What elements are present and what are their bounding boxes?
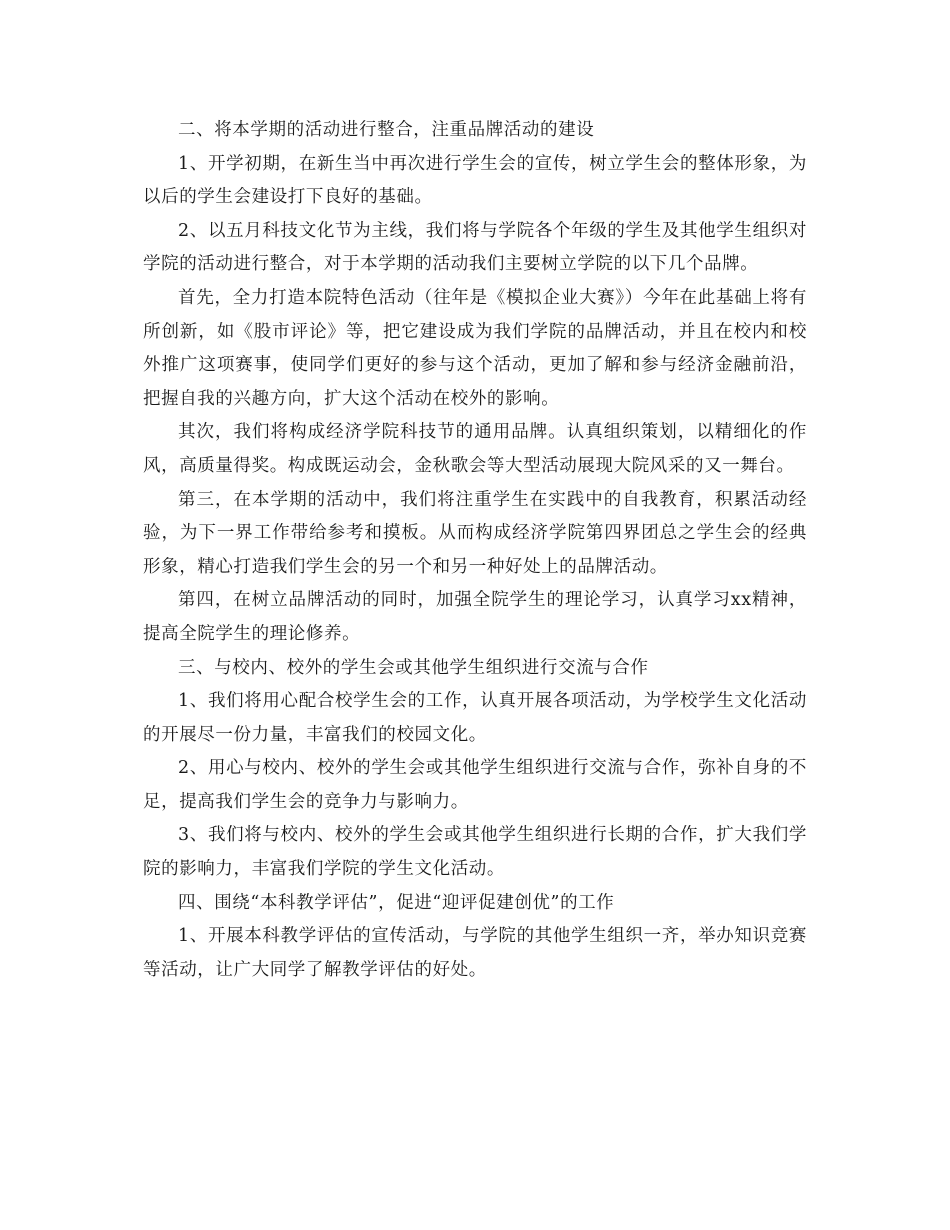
paragraph-2-2: 2、以五月科技文化节为主线，我们将与学院各个年级的学生及其他学生组织对学院的活动进行整合，对于本学期的活动我们主要树立学院的以下几个品牌。 (143, 220, 807, 275)
paragraph-third: 第三，在本学期的活动中，我们将注重学生在实践中的自我教育，积累活动经验，为下一界工作带给参考和摸板。从而构成经济学院第四界团总之学生会的经典形象，精心打造我们学生会的另一个和另一种好处上的品牌活动。 (143, 489, 807, 577)
paragraph-3-3: 3、我们将与校内、校外的学生会或其他学生组织进行长期的合作，扩大我们学院的影响力，丰富我们学院的学生文化活动。 (143, 825, 807, 880)
section-heading-2: 二、将本学期的活动进行整合，注重品牌活动的建设 (178, 120, 595, 140)
paragraph-fourth: 第四，在树立品牌活动的同时，加强全院学生的理论学习，认真学习xx精神，提高全院学生的理论修养。 (143, 590, 807, 644)
paragraph-3-1: 1、我们将用心配合校学生会的工作，认真开展各项活动，为学校学生文化活动的开展尽一份力量，丰富我们的校园文化。 (143, 691, 807, 745)
paragraph-4-1: 1、开展本科教学评估的宣传活动，与学院的其他学生组织一齐，举办知识竞赛等活动，让广大同学了解教学评估的好处。 (143, 926, 807, 980)
paragraph-3-2: 2、用心与校内、校外的学生会或其他学生组织进行交流与合作，弥补自身的不足，提高我们学生会的竞争力与影响力。 (143, 758, 807, 812)
section-heading-4: 四、围绕“本科教学评估”，促进“迎评促建创优”的工作 (178, 892, 615, 913)
document-body (143, 114, 807, 987)
section-heading-3: 三、与校内、校外的学生会或其他学生组织进行交流与合作 (178, 657, 649, 678)
paragraph-second: 其次，我们将构成经济学院科技节的通用品牌。认真组织策划，以精细化的作风，高质量得奖。构成既运动会，金秋歌会等大型活动展现大院风采的又一舞台。 (143, 422, 807, 476)
paragraph-2-1: 1、开学初期，在新生当中再次进行学生会的宣传，树立学生会的整体形象，为以后的学生会建设打下良好的基础。 (143, 153, 807, 208)
paragraph-first: 首先，全力打造本院特色活动（往年是《模拟企业大赛》）今年在此基础上将有所创新，如《股市评论》等，把它建设成为我们学院的品牌活动，并且在校内和校外推广这项赛事，使同学们更好的参与这个活动，更加了解和参与经济金融前沿，把握自我的兴趣方向，扩大这个活动在校外的影响。 (143, 287, 807, 409)
